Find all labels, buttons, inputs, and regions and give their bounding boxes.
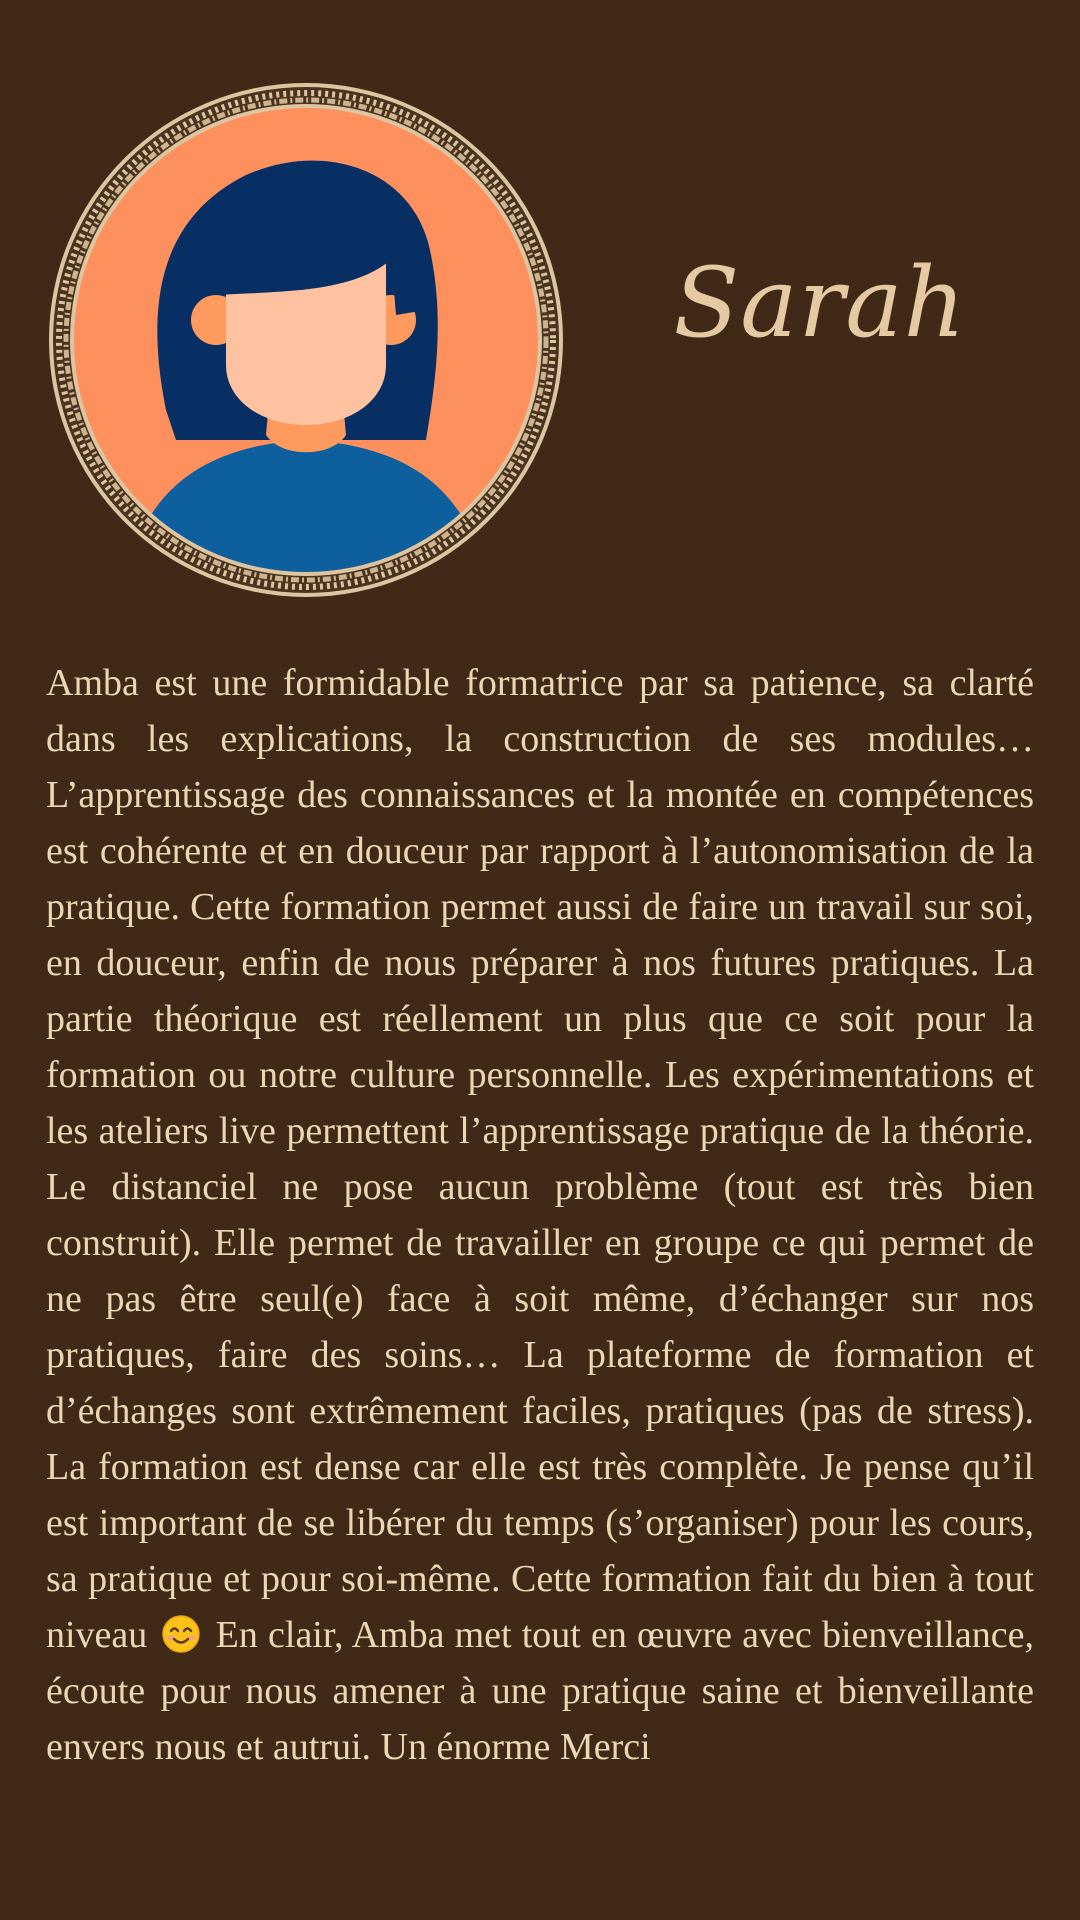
profile-avatar [46,80,566,600]
testimonial-part-1: Amba est une formidable formatrice par sa patience, sa clarté dans les explications, la construction de ses modules… L’apprentissage des connaissances et la montée en compétences est cohérente et en douceur par rapport à l’autonomisation de la pratique. Cette formation permet aussi de faire un travail sur soi, en douceur, enfin de nous préparer à nos futures pratiques. La partie théorique est réellement un plus que ce soit pour la formation ou notre culture personnelle. Les expérimentations et les ateliers live permettent l’apprentissage pratique de la théorie. Le distanciel ne pose aucun problème (tout est très bien construit). Elle permet de travailler en groupe ce qui permet de ne pas être seul(e) face à soit même, d’échanger sur nos pratiques, faire des soins… La plateforme de formation et d’échanges sont extrêmement faciles, pratiques (pas de stress). La formation est dense car elle est très complète. Je pense qu’il est important de se libérer du temps (s’organiser) pour les cours, sa pratique et pour soi-même. Cette formation fait du bien à tout niveau [46,662,1034,1656]
profile-name: Sarah [673,247,967,359]
woman-avatar-icon [46,80,566,600]
testimonial-part-2: En clair, Amba met tout en œuvre avec bienveillance, écoute pour nous amener à une pratique saine et bienveillante envers nous et autrui. Un énorme Merci [46,1614,1035,1768]
testimonial-text [46,655,1034,1775]
smiling-face-emoji-icon [161,1614,201,1654]
